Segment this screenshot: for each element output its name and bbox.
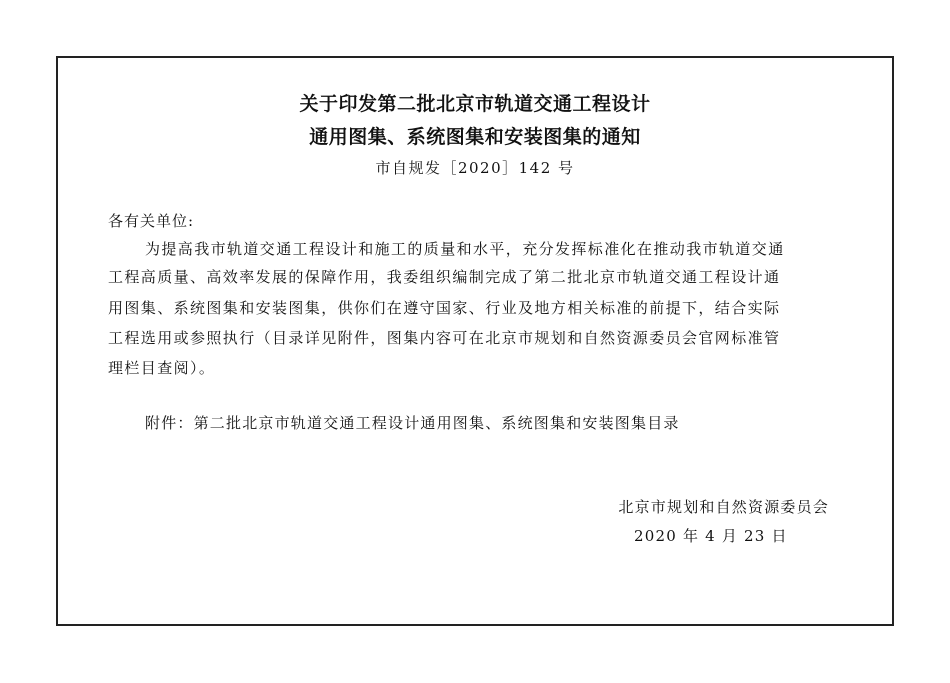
issuing-authority: 北京市规划和自然资源委员会: [618, 498, 829, 516]
document-number: 市自规发［2020］142 号: [375, 159, 575, 177]
notice-title-line-2: 通用图集、系统图集和安装图集的通知: [309, 126, 641, 148]
issue-date: 2020 年 4 月 23 日: [634, 527, 788, 545]
paragraph-line: 为提高我市轨道交通工程设计和施工的质量和水平，充分发挥标准化在推动我市轨道交通: [145, 240, 785, 258]
paragraph-line: 用图集、系统图集和安装图集，供你们在遵守国家、行业及地方相关标准的前提下，结合实际: [108, 299, 781, 317]
paragraph-line: 工程选用或参照执行（目录详见附件，图集内容可在北京市规划和自然资源委员会官网标准管: [108, 329, 781, 347]
paragraph-line: 工程高质量、高效率发展的保障作用，我委组织编制完成了第二批北京市轨道交通工程设计通: [108, 268, 781, 286]
attachment-note: 附件：第二批北京市轨道交通工程设计通用图集、系统图集和安装图集目录: [145, 414, 680, 432]
salutation: 各有关单位:: [108, 212, 195, 230]
paragraph-line: 理栏目查阅）。: [108, 359, 216, 377]
notice-title-line-1: 关于印发第二批北京市轨道交通工程设计: [299, 93, 651, 115]
